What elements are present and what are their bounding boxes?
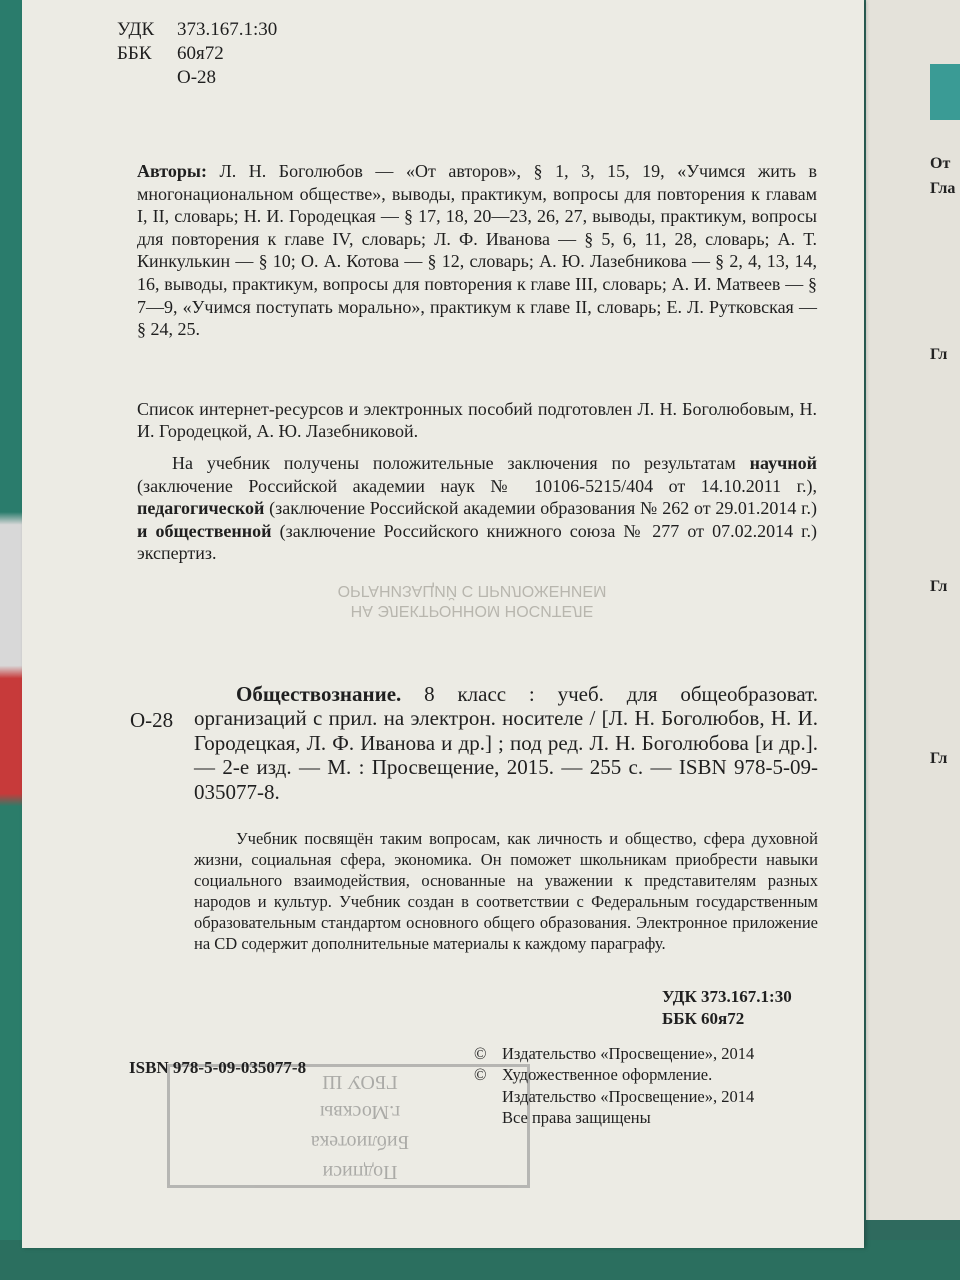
expertise-bold: педагогической [137,498,265,518]
expertise-paragraph [137,452,817,565]
copyright-block [474,1043,754,1129]
stamp-line: ГБОУ Ш [322,1071,398,1093]
bibliographic-record [194,682,818,804]
udk-footer: УДК 373.167.1:30 [662,987,792,1006]
classification-footer [662,986,792,1030]
show-through-line: ОРГАНИЗАЦИЙ С ПРИЛОЖЕНИЕМ [337,582,607,599]
expertise-text: (заключение Российской академии образования № 262 от 29.01.2014 г.) [264,498,817,518]
expertise-text: (заключение Российского книжного союза № 277 от 07.02.2014 г.) экспертиз. [137,520,818,563]
copyright-icon: © [474,1065,487,1085]
resources-paragraph: Список интернет-ресурсов и электронных пособий подготовлен Л. Н. Боголюбовым, Н. И. Городецкой, А. Ю. Лазебниковой. [137,399,817,441]
expertise-text: На учебник получены положительные заключения по результатам [172,453,750,473]
adjacent-fragment: Гл [930,578,948,595]
adjacent-fragment: Гл [930,750,948,767]
book-title: Обществознание. [236,682,402,706]
udk-value: 373.167.1:30 [177,19,278,40]
adjacent-fragment: Гл [930,346,948,363]
classification-header [117,18,277,90]
copyright-page [22,0,864,1248]
authors-lead: Авторы: [137,161,207,181]
copyright-line: Все права защищены [502,1108,651,1128]
bbk-label: ББК [117,43,152,64]
adjacent-page [866,0,960,1220]
expertise-bold: научной [749,453,817,473]
show-through-line: НА ЭЛЕКТРОННОМ НОСИТЕЛЕ [350,602,594,619]
udk-label: УДК [117,19,155,40]
bbk-value: 60я72 [177,43,224,64]
expertise-bold: и общественной [137,520,272,541]
copyright-line: Художественное оформление. [502,1065,713,1085]
stamp-line: Подписи [322,1161,398,1183]
show-through-text [292,580,652,620]
copyright-line: Издательство «Просвещение», 2014 [502,1086,755,1106]
annotation-paragraph [194,828,818,954]
stamp-line: Библиотека [310,1131,410,1153]
author-mark: О-28 [177,67,217,88]
annotation-text: Учебник посвящён таким вопросам, как личность и общество, сфера духовной жизни, социальная сфера, экономика. Он поможет школьникам приобрести навыки социального взаимодействия, основанные на уважении к представителям разных народов и культур. Учебник создан в соответствии с Федеральным государственным образовательным стандартом основного общего образования. Электронное приложение на CD содержит дополнительные материалы к каждому параграфу. [194,829,818,953]
isbn: ISBN 978-5-09-035077-8 [129,1058,307,1077]
authors-text: Л. Н. Боголюбов — «От авторов», § 1, 3, 15, 19, «Учимся жить в многонациональном обществе», выводы, практикум, вопросы для повторения к главам I, II, словарь; Н. И. Городецкая — § 17, 18, 20—23, 26, 27, выводы, практикум, вопросы для повторения к главе IV, словарь; Л. Ф. Иванова — § 5, 6, 11, 28, словарь; А. Т. Кинкулькин — § 10; О. А. Котова — § 12, словарь; А. Ю. Лазебникова — § 2, 4, 13, 14, 16, выводы, практикум, вопросы для повторения к главе III, словарь; А. И. Матвеев — § 7—9, «Учимся поступать морально», практикум к главе II, словарь; Е. Л. Рутковская — § 24, 25. [137,161,818,340]
adjacent-fragment: Гла [930,180,956,197]
bibliographic-text: 8 класс : учеб. для общеобразоват. организаций с прил. на электрон. носителе / [Л. Н. Боголюбов, Н. И. Городецкая, Л. Ф. Иванова и др.] ; под ред. Л. Н. Боголюбова [и др.]. — 2-е изд. — М. : Просвещение, 2015. — 255 с. — ISBN 978-5-09-035077-8. [194,682,818,804]
copyright-icon: © [474,1044,487,1063]
bibliography-label: О-28 [130,708,174,732]
teal-color-block [930,64,960,120]
adjacent-fragment: От [930,155,951,172]
authors-paragraph [137,160,817,341]
copyright-line: Издательство «Просвещение», 2014 [502,1044,755,1063]
expertise-text: (заключение Российской академии наук № 10106-5215/404 от 14.10.2011 г.), [137,475,817,496]
stamp-line: г.Москвы [319,1101,401,1123]
bbk-footer: ББК 60я72 [662,1009,745,1028]
